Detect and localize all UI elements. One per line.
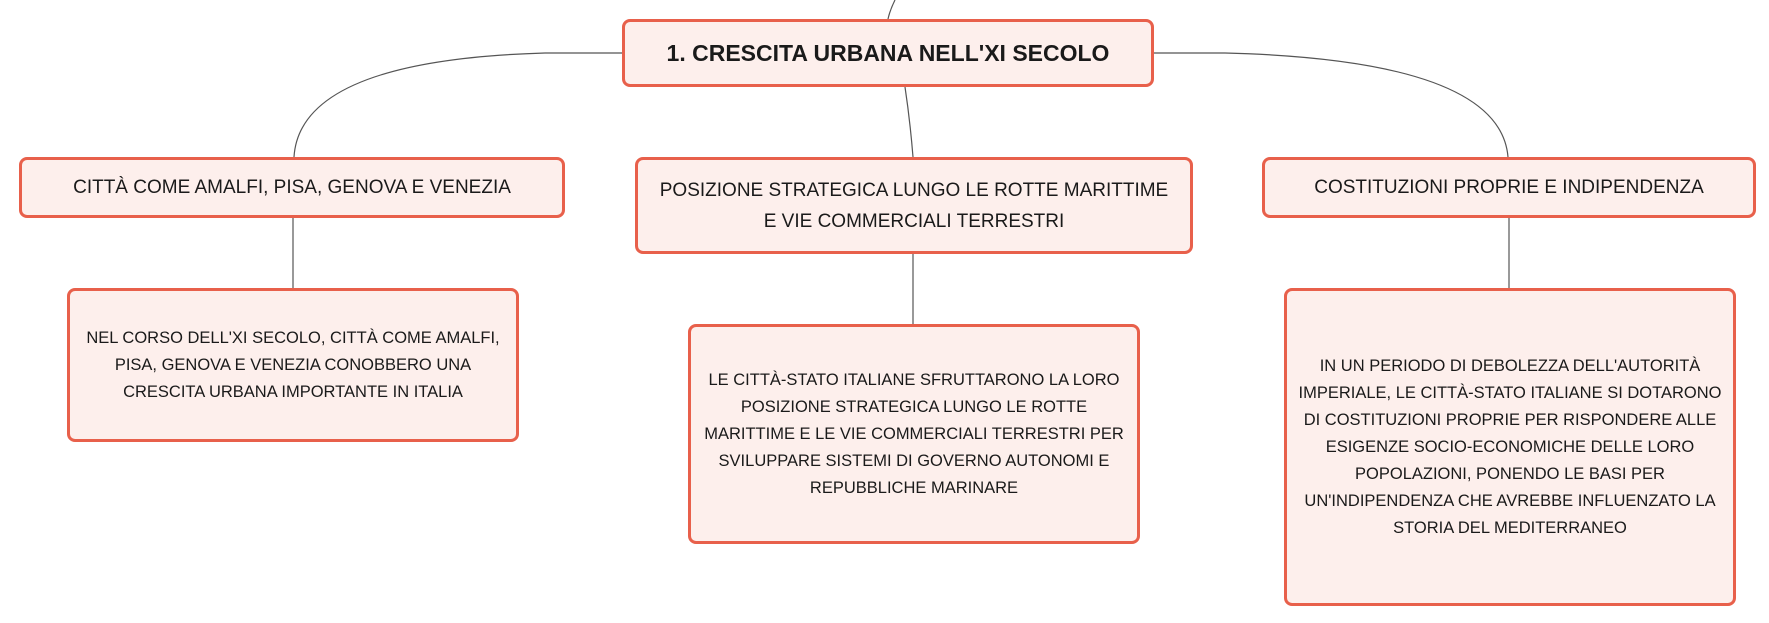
detail-node-strategic-position[interactable] [688,324,1140,544]
connector-parent-to-root [888,0,895,19]
detail-text-strategic-position: LE CITTÀ-STATO ITALIANE SFRUTTARONO LA LORO POSIZIONE STRATEGICA LUNGO LE ROTTE MARITTIME E LE VIE COMMERCIALI TERRESTRI PER SVILUPPARE SISTEMI DI GOVERNO AUTONOMI E REPUBBLICHE MARINARE [704,370,1124,497]
detail-text-constitutions: IN UN PERIODO DI DEBOLEZZA DELL'AUTORITÀ IMPERIALE, LE CITTÀ-STATO ITALIANE SI DOTARONO DI COSTITUZIONI PROPRIE PER RISPONDERE ALLE ESIGENZE SOCIO-ECONOMICHE DELLE LORO POPOLAZIONI, PONENDO LE BASI PER UN'INDIPENDENZA CHE AVREBBE INFLUENZATO LA STORIA DEL MEDITERRANEO [1298,356,1722,537]
detail-text-cities: NEL CORSO DELL'XI SECOLO, CITTÀ COME AMALFI, PISA, GENOVA E VENEZIA CONOBBERO UNA CRESCITA URBANA IMPORTANTE IN ITALIA [86,328,500,401]
connector-root-to-amalfi [294,53,622,157]
topic-node-strategic-position[interactable] [635,157,1193,254]
topic-label-strategic-position: POSIZIONE STRATEGICA LUNGO LE ROTTE MARITTIME E VIE COMMERCIALI TERRESTRI [659,179,1169,232]
topic-label-constitutions: COSTITUZIONI PROPRIE E INDIPENDENZA [1314,177,1704,198]
root-topic-node[interactable] [622,19,1154,87]
detail-node-cities[interactable] [67,288,519,442]
connector-root-to-costituzioni [1154,53,1508,157]
topic-node-cities[interactable] [19,157,565,218]
topic-node-constitutions[interactable] [1262,157,1756,218]
root-topic-label: 1. CRESCITA URBANA NELL'XI SECOLO [666,39,1110,66]
topic-label-cities: CITTÀ COME AMALFI, PISA, GENOVA E VENEZIA [73,177,511,198]
detail-node-constitutions[interactable] [1284,288,1736,606]
connector-root-to-posizione [905,87,913,157]
